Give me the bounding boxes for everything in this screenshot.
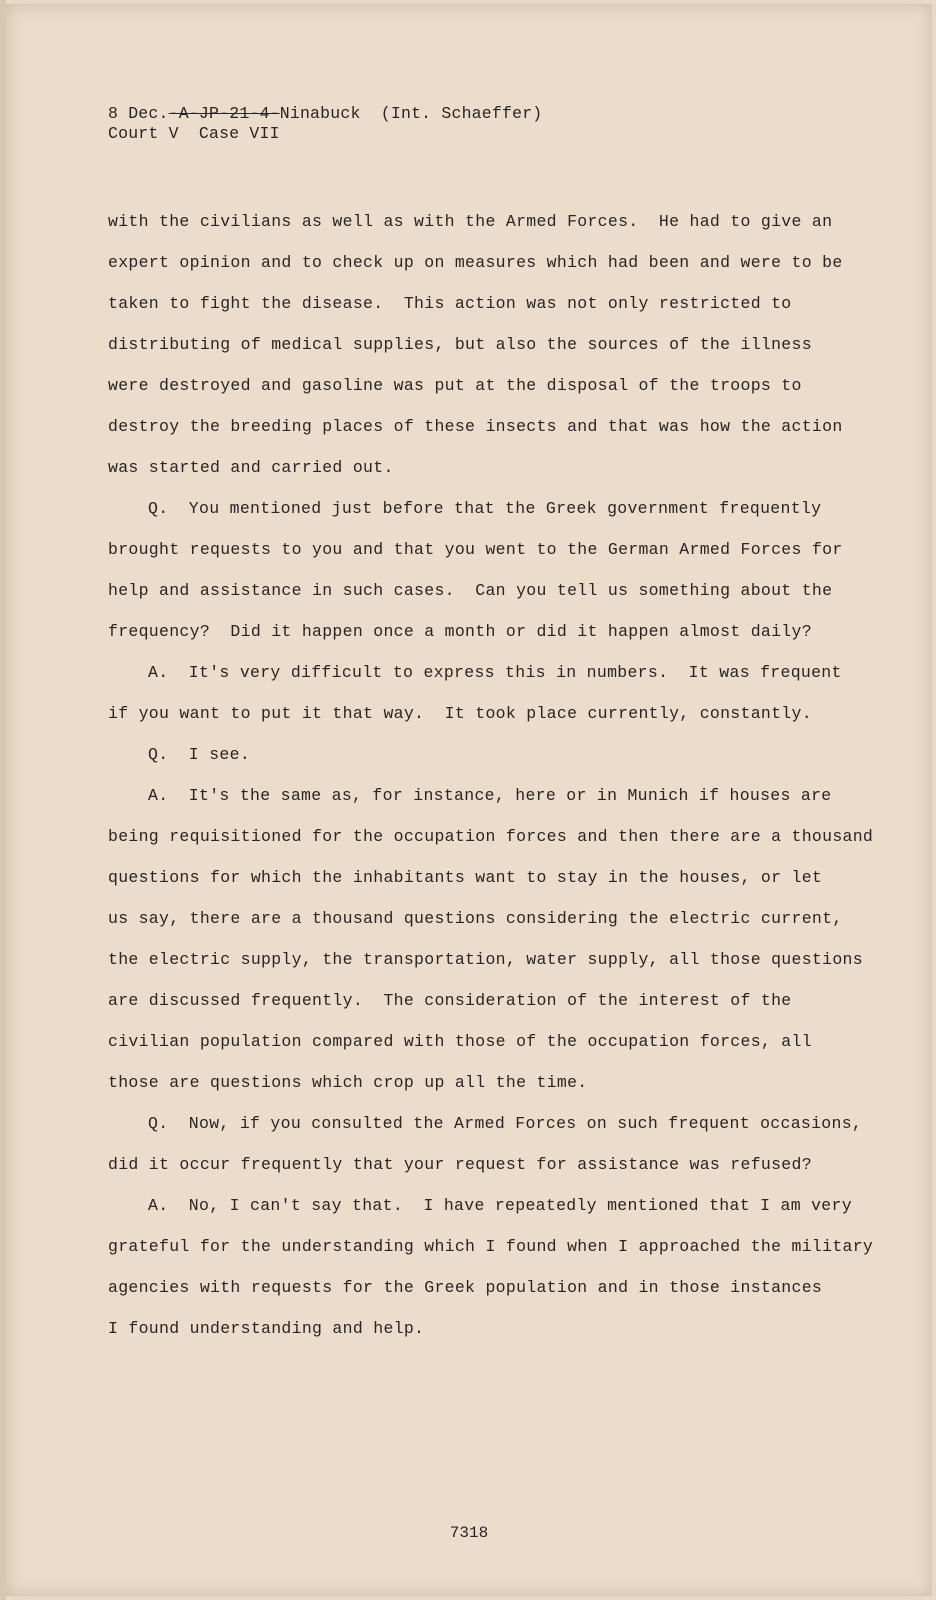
answer-line: A. No, I can't say that. I have repeatedly mentioned that I am very	[148, 1196, 852, 1215]
question-line: Q. I see.	[148, 745, 251, 764]
body-line: agencies with requests for the Greek population and in those instances	[108, 1278, 823, 1297]
body-line: I found understanding and help.	[108, 1319, 425, 1338]
body-line: help and assistance in such cases. Can you tell us something about the	[108, 581, 833, 600]
body-line: are discussed frequently. The consideration of the interest of the	[108, 991, 792, 1010]
header-witness: Ninabuck (Int. Schaeffer)	[279, 104, 543, 123]
body-line: with the civilians as well as with the Armed Forces. He had to give an	[108, 212, 833, 231]
body-line: was started and carried out.	[108, 458, 394, 477]
body-line: being requisitioned for the occupation forces and then there are a thousand	[108, 827, 874, 846]
body-line: grateful for the understanding which I found when I approached the military	[108, 1237, 874, 1256]
body-line: taken to fight the disease. This action was not only restricted to	[108, 294, 792, 313]
body-line: those are questions which crop up all the time.	[108, 1073, 588, 1092]
page-number: 7318	[449, 1524, 489, 1542]
body-line: the electric supply, the transportation, water supply, all those questions	[108, 950, 863, 969]
body-line: did it occur frequently that your request for assistance was refused?	[108, 1155, 812, 1174]
header-line-2: Court V Case VII	[108, 124, 280, 143]
document-page	[6, 4, 932, 1596]
header-date: 8 Dec.	[108, 104, 169, 123]
transcript-body	[108, 201, 888, 1349]
header-line-1	[108, 104, 542, 124]
body-line: us say, there are a thousand questions considering the electric current,	[108, 909, 843, 928]
body-line: frequency? Did it happen once a month or did it happen almost daily?	[108, 622, 812, 641]
body-line: were destroyed and gasoline was put at the disposal of the troops to	[108, 376, 802, 395]
body-line: if you want to put it that way. It took place currently, constantly.	[108, 704, 812, 723]
document-header	[108, 104, 542, 144]
body-line: destroy the breeding places of these insects and that was how the action	[108, 417, 843, 436]
question-line: Q. Now, if you consulted the Armed Forces on such frequent occasions,	[148, 1114, 863, 1133]
question-line: Q. You mentioned just before that the Greek government frequently	[148, 499, 822, 518]
header-struck-code: -A-JP-21-4-	[168, 104, 280, 123]
answer-line: A. It's the same as, for instance, here or in Munich if houses are	[148, 786, 832, 805]
body-line: civilian population compared with those of the occupation forces, all	[108, 1032, 812, 1051]
body-line: expert opinion and to check up on measures which had been and were to be	[108, 253, 843, 272]
body-line: brought requests to you and that you went to the German Armed Forces for	[108, 540, 843, 559]
answer-line: A. It's very difficult to express this in numbers. It was frequent	[148, 663, 842, 682]
body-line: questions for which the inhabitants want to stay in the houses, or let	[108, 868, 823, 887]
body-line: distributing of medical supplies, but also the sources of the illness	[108, 335, 812, 354]
